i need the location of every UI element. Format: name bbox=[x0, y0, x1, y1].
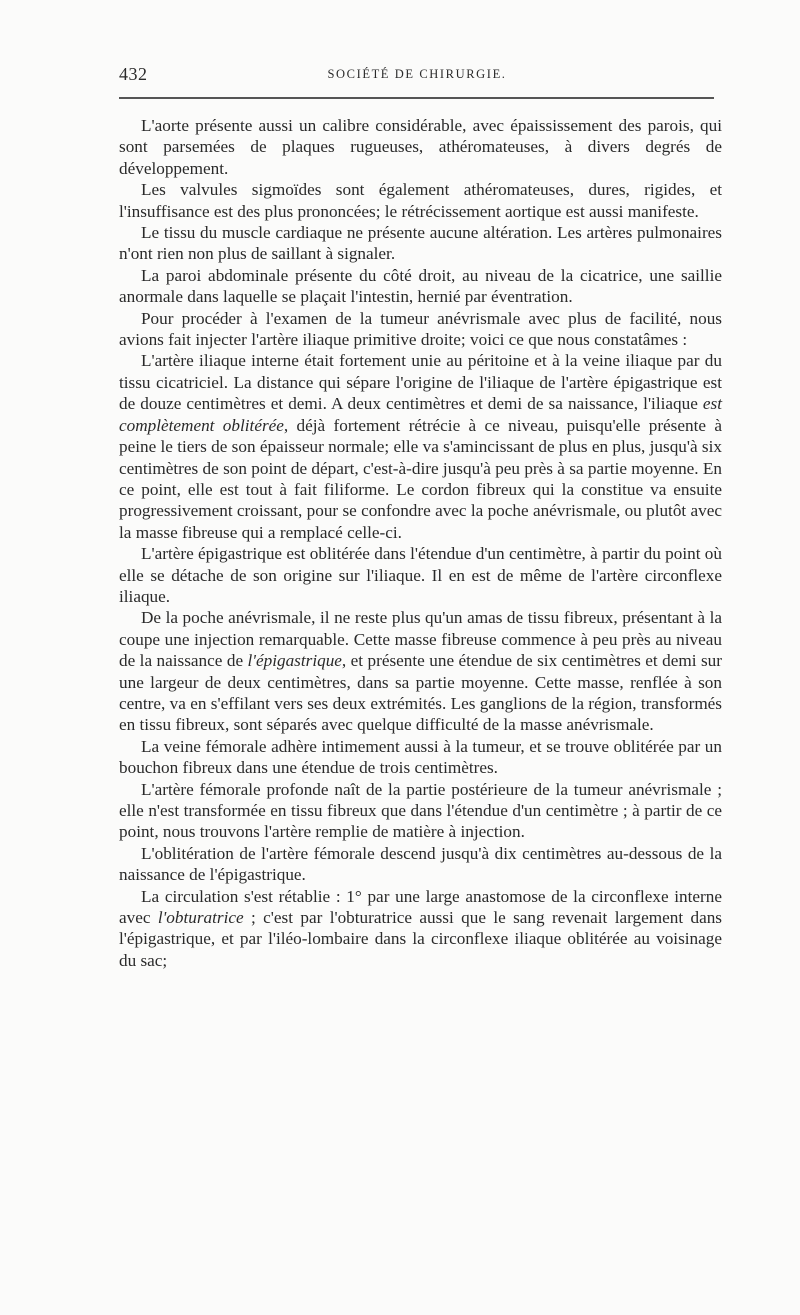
paragraph-text: Les valvules sigmoïdes sont également athéromateuses, dures, rigides, et l'insuffisance est des plus prononcées; le rétrécissement aortique est aussi manifeste. bbox=[119, 180, 722, 221]
paragraph-text: , et présente une étendue de six centimètres et demi sur une largeur de deux centimètres, dans sa partie moyenne. Cette masse, renflée à son centre, va en s'effilant vers ses deux extrémités. Les ganglions de la région, transformés en tissu fibreux, sont séparés avec quelque difficulté de la masse anévrismale. bbox=[119, 651, 722, 735]
body-text bbox=[119, 115, 722, 971]
paragraph bbox=[119, 115, 722, 179]
paragraph bbox=[119, 886, 722, 972]
italic-text: l'obturatrice bbox=[157, 908, 244, 928]
paragraph-text: De la poche anévrismale, il ne reste plus qu'un amas de tissu fibreux, présentant à la coupe une injection remarquable. Cette masse fibreuse commence à peu près au niveau de la naissance de bbox=[119, 608, 722, 671]
paragraph bbox=[119, 222, 722, 265]
paragraph-text: L'oblitération de l'artère fémorale descend jusqu'à dix centimètres au-dessous de la naissance de l'épigastrique. bbox=[119, 843, 722, 885]
paragraph bbox=[119, 843, 722, 886]
paragraph bbox=[119, 265, 722, 308]
page-number: 432 bbox=[119, 64, 148, 84]
paragraph bbox=[119, 543, 722, 607]
paragraph-text: La circulation s'est rétablie : 1° par une large anastomose de la circonflexe interne avec bbox=[119, 886, 722, 928]
paragraph-text: L'artère fémorale profonde naît de la partie postérieure de la tumeur anévrismale ; elle n'est transformée en tissu fibreux que dans l'étendue d'un centimètre ; à partir de ce point, nous trouvons l'artère remplie de matière à injection. bbox=[119, 779, 722, 842]
page-header bbox=[119, 64, 715, 88]
running-title: SOCIÉTÉ DE CHIRURGIE. bbox=[327, 67, 507, 81]
paragraph-text: L'artère iliaque interne était fortement unie au péritoine et à la veine iliaque par du tissu cicatriciel. La distance qui sépare l'origine de l'iliaque de l'artère épigastrique est de douze centimètres et demi. A deux centimètres et demi de sa naissance, l'iliaque bbox=[119, 351, 722, 414]
paragraph-text: Le tissu du muscle cardiaque ne présente aucune altération. Les artères pulmonaires n'ont rien non plus de saillant à signaler. bbox=[119, 223, 722, 264]
paragraph-text: L'aorte présente aussi un calibre considérable, avec épaississement des parois, qui sont parsemées de plaques rugueuses, athéromateuses, à divers degrés de développement. bbox=[119, 116, 722, 178]
paragraph bbox=[119, 607, 722, 735]
paragraph-text: L'artère épigastrique est oblitérée dans l'étendue d'un centimètre, à partir du point où elle se détache de son origine sur l'iliaque. Il en est de même de l'artère circonflexe iliaque. bbox=[119, 544, 722, 606]
paragraph-text: , déjà fortement rétrécie à ce niveau, puisqu'elle présente à peine le tiers de son épaisseur normale; elle va s'amincissant de plus en plus, jusqu'à six centimètres de son point de départ, c'est-à-dire jusqu'à peu près à sa partie moyenne. En ce point, elle est tout à fait filiforme. Le cordon fibreux qui la constitue va ensuite progressivement croissant, pour se confondre avec la poche anévrismale, ou plutôt avec la masse fibreuse qui a remplacé celle-ci. bbox=[119, 415, 722, 542]
paragraph bbox=[119, 179, 722, 222]
paragraph-text: Pour procéder à l'examen de la tumeur anévrismale avec plus de facilité, nous avions fait injecter l'artère iliaque primitive droite; voici ce que nous constatâmes : bbox=[119, 308, 722, 350]
header-rule bbox=[119, 97, 714, 99]
paragraph bbox=[119, 350, 722, 543]
paragraph-text: ; c'est par l'obturatrice aussi que le sang revenait largement dans l'épigastrique, et par l'iléo-lombaire dans la circonflexe iliaque oblitérée au voisinage du sac; bbox=[119, 908, 722, 970]
paragraph bbox=[119, 736, 722, 779]
paragraph bbox=[119, 779, 722, 843]
italic-text: est complètement oblitérée bbox=[119, 394, 722, 435]
paragraph-text: La paroi abdominale présente du côté droit, au niveau de la cicatrice, une saillie anormale dans laquelle se plaçait l'intestin, hernié par éventration. bbox=[119, 265, 722, 307]
paragraph-text: La veine fémorale adhère intimement aussi à la tumeur, et se trouve oblitérée par un bouchon fibreux dans une étendue de trois centimètres. bbox=[119, 736, 722, 778]
paragraph bbox=[119, 308, 722, 351]
italic-text: l'épigastrique bbox=[247, 651, 342, 671]
